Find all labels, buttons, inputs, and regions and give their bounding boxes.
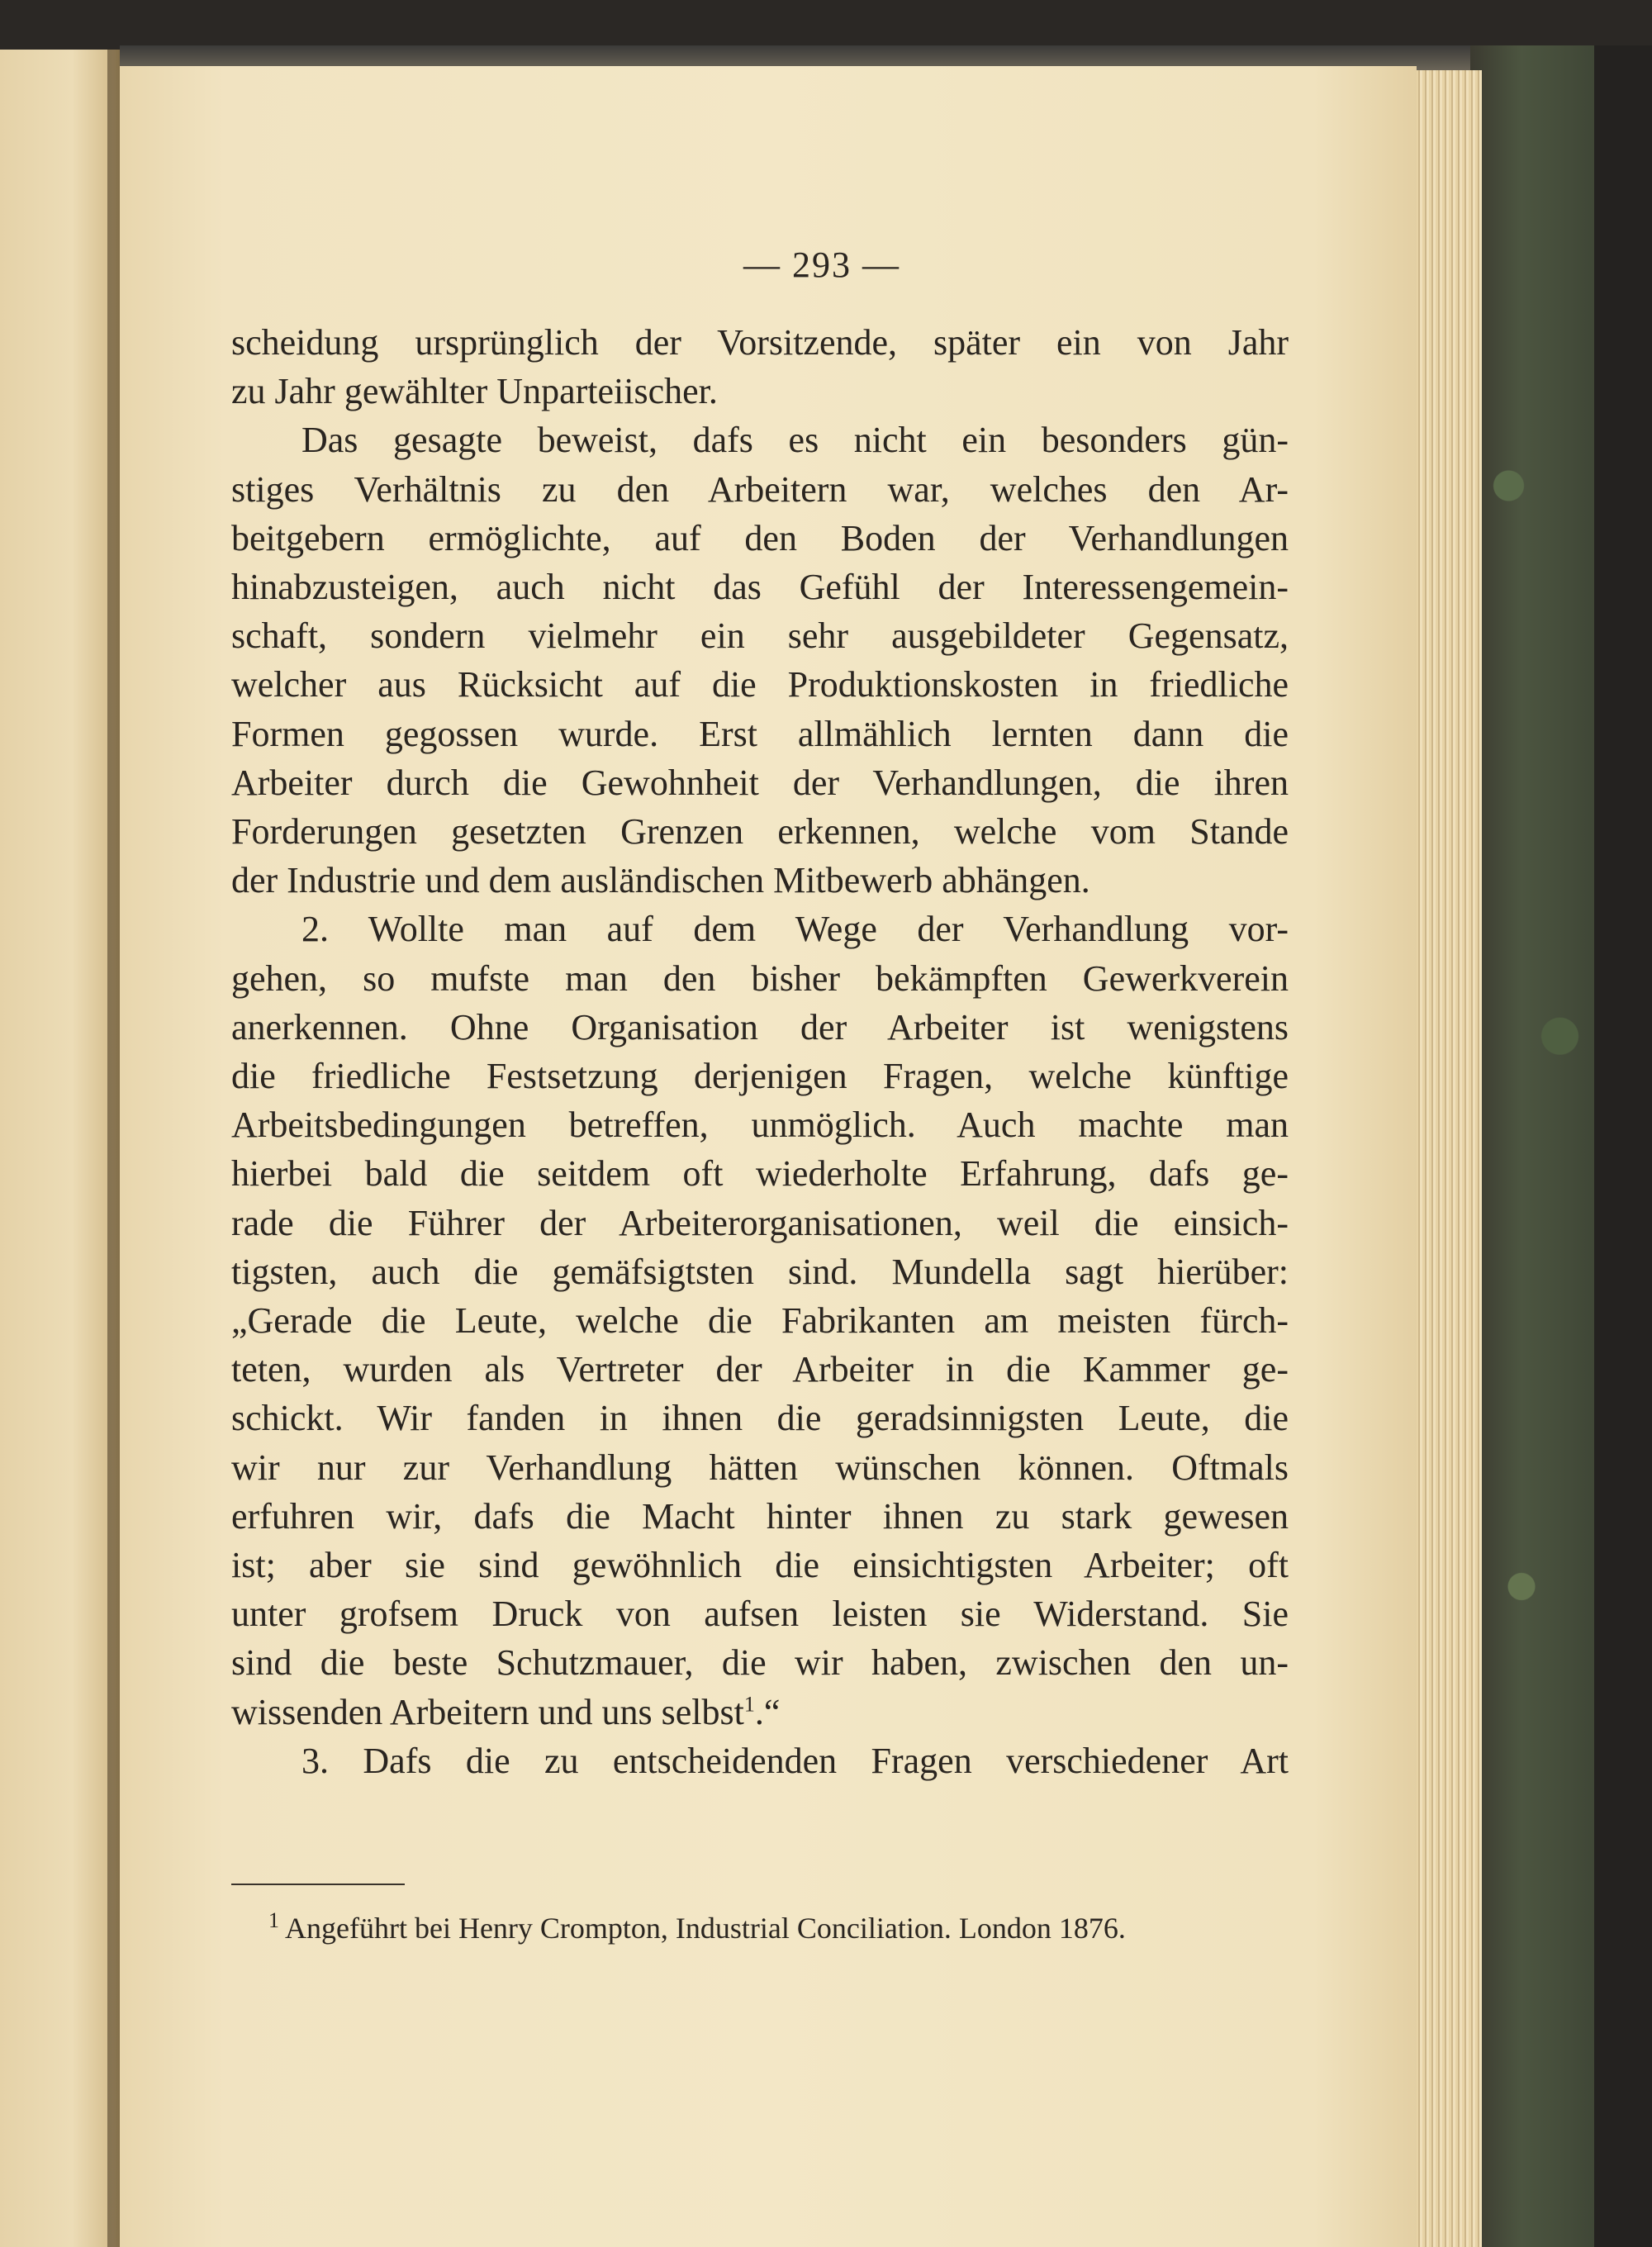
text-line: welcher aus Rücksicht auf die Produktionskosten in friedliche bbox=[231, 664, 1289, 705]
text-line: unter grofsem Druck von aufsen leisten sie Widerstand. Sie bbox=[231, 1594, 1289, 1635]
text-line: tigsten, auch die gemäfsigtsten sind. Mundella sagt hierüber: bbox=[231, 1251, 1289, 1292]
text-line: wissenden Arbeitern und uns selbst bbox=[231, 1691, 744, 1732]
text-line: wir nur zur Verhandlung hätten wünschen können. Oftmals bbox=[231, 1447, 1289, 1488]
footnote-rule bbox=[231, 1884, 405, 1885]
text-line: zu Jahr gewählter Unparteiischer. bbox=[231, 371, 718, 412]
text-line: Arbeiter durch die Gewohnheit der Verhandlungen, die ihren bbox=[231, 762, 1289, 803]
text-line: Das gesagte beweist, dafs es nicht ein besonders gün- bbox=[301, 420, 1289, 461]
text-line: stiges Verhältnis zu den Arbeitern war, welches den Ar- bbox=[231, 468, 1289, 510]
text-line: gehen, so mufste man den bisher bekämpften Gewerkverein bbox=[231, 957, 1289, 999]
footnote bbox=[268, 1910, 1260, 1946]
page-block-edges bbox=[1414, 70, 1482, 2247]
text-line: teten, wurden als Vertreter der Arbeiter in die Kammer ge- bbox=[231, 1349, 1289, 1390]
left-facing-page bbox=[0, 50, 120, 2247]
text-line: beitgebern ermöglichte, auf den Boden der Verhandlungen bbox=[231, 517, 1289, 558]
footnote-marker: 1 bbox=[268, 1908, 279, 1932]
text-line: 3. Dafs die zu entscheidenden Fragen verschiedener Art bbox=[301, 1740, 1289, 1781]
text-line: anerkennen. Ohne Organisation der Arbeiter ist wenigstens bbox=[231, 1006, 1289, 1047]
text-line: der Industrie und dem ausländischen Mitbewerb abhängen. bbox=[231, 860, 1090, 901]
text-line: erfuhren wir, dafs die Macht hinter ihnen zu stark gewesen bbox=[231, 1495, 1289, 1537]
text-line: die friedliche Festsetzung derjenigen Fragen, welche künftige bbox=[231, 1056, 1289, 1097]
footnote-text: Angeführt bei Henry Crompton, Industrial Conciliation. London 1876. bbox=[285, 1912, 1126, 1945]
page-number: — 293 — bbox=[743, 245, 900, 285]
closing-quote: .“ bbox=[754, 1691, 781, 1732]
text-line: scheidung ursprünglich der Vorsitzende, später ein von Jahr bbox=[231, 322, 1289, 363]
text-line: rade die Führer der Arbeiterorganisationen, weil die einsich- bbox=[231, 1202, 1289, 1243]
text-line: „Gerade die Leute, welche die Fabrikanten am meisten fürch- bbox=[231, 1300, 1289, 1342]
text-line: schaft, sondern vielmehr ein sehr ausgebildeter Gegensatz, bbox=[231, 615, 1289, 657]
text-line: Formen gegossen wurde. Erst allmählich lernten dann die bbox=[231, 713, 1289, 754]
text-line: Arbeitsbedingungen betreffen, unmöglich. Auch machte man bbox=[231, 1104, 1289, 1146]
cover-edge bbox=[1594, 45, 1652, 2247]
text-line-with-footnote bbox=[231, 1688, 1289, 1736]
marbled-book-cover bbox=[1470, 45, 1603, 2247]
text-line: hierbei bald die seitdem oft wiederholte Erfahrung, dafs ge- bbox=[231, 1153, 1289, 1195]
text-line: hinabzusteigen, auch nicht das Gefühl der Interessengemein- bbox=[231, 567, 1289, 608]
book-page bbox=[120, 66, 1417, 2247]
text-line: sind die beste Schutzmauer, die wir haben, zwischen den un- bbox=[231, 1642, 1289, 1684]
footnote-reference: 1 bbox=[743, 1692, 755, 1717]
page-body-text bbox=[231, 318, 1289, 1785]
text-line: Forderungen gesetzten Grenzen erkennen, welche vom Stande bbox=[231, 811, 1289, 853]
text-line: 2. Wollte man auf dem Wege der Verhandlung vor- bbox=[301, 909, 1289, 950]
text-line: ist; aber sie sind gewöhnlich die einsichtigsten Arbeiter; oft bbox=[231, 1545, 1289, 1586]
text-line: schickt. Wir fanden in ihnen die geradsinnigsten Leute, die bbox=[231, 1398, 1289, 1439]
